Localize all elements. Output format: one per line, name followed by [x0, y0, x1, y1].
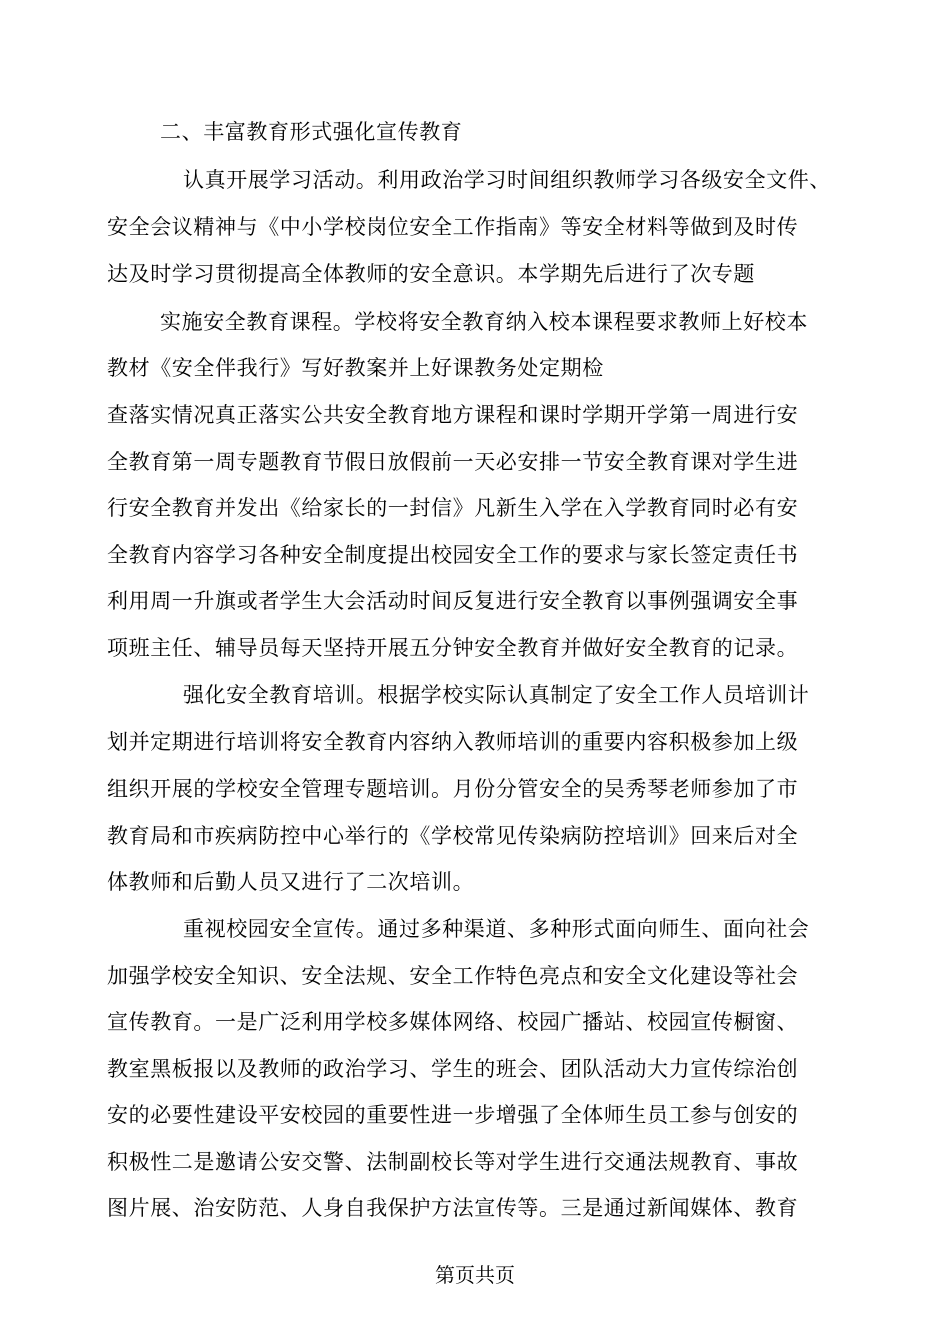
- paragraph-line: 加强学校安全知识、安全法规、安全工作特色亮点和安全文化建设等社会: [107, 964, 799, 988]
- paragraph-line: 认真开展学习活动。利用政治学习时间组织教师学习各级安全文件、: [183, 168, 831, 192]
- paragraph-line: 教材《安全伴我行》写好教案并上好课教务处定期检: [107, 356, 604, 380]
- paragraph-line: 利用周一升旗或者学生大会活动时间反复进行安全教育以事例强调安全事: [107, 589, 799, 613]
- paragraph-line: 达及时学习贯彻提高全体教师的安全意识。本学期先后进行了次专题: [107, 262, 755, 286]
- paragraph-line: 行安全教育并发出《给家长的一封信》凡新生入学在入学教育同时必有安: [107, 496, 799, 520]
- paragraph-line: 全教育内容学习各种安全制度提出校园安全工作的要求与家长签定责任书: [107, 543, 799, 567]
- paragraph-line: 积极性二是邀请公安交警、法制副校长等对学生进行交通法规教育、事故: [107, 1150, 799, 1174]
- paragraph-line: 全教育第一周专题教育节假日放假前一天必安排一节安全教育课对学生进: [107, 450, 799, 474]
- paragraph-line: 宣传教育。一是广泛利用学校多媒体网络、校园广播站、校园宣传橱窗、: [107, 1010, 799, 1034]
- paragraph-line: 教室黑板报以及教师的政治学习、学生的班会、团队活动大力宣传综治创: [107, 1057, 799, 1081]
- page-footer: 第页共页: [435, 1263, 515, 1287]
- paragraph-line: 查落实情况真正落实公共安全教育地方课程和课时学期开学第一周进行安: [107, 403, 799, 427]
- paragraph-line: 项班主任、辅导员每天坚持开展五分钟安全教育并做好安全教育的记录。: [107, 636, 799, 660]
- paragraph-line: 安的必要性建设平安校园的重要性进一步增强了全体师生员工参与创安的: [107, 1103, 799, 1127]
- paragraph-line: 组织开展的学校安全管理专题培训。月份分管安全的吴秀琴老师参加了市: [107, 777, 799, 801]
- section-heading: 二、丰富教育形式强化宣传教育: [160, 120, 463, 144]
- paragraph-line: 安全会议精神与《中小学校岗位安全工作指南》等安全材料等做到及时传: [107, 215, 799, 239]
- paragraph-line: 划并定期进行培训将安全教育内容纳入教师培训的重要内容积极参加上级: [107, 730, 799, 754]
- paragraph-line: 实施安全教育课程。学校将安全教育纳入校本课程要求教师上好校本: [160, 310, 808, 334]
- paragraph-line: 强化安全教育培训。根据学校实际认真制定了安全工作人员培训计: [183, 683, 810, 707]
- paragraph-line: 图片展、治安防范、人身自我保护方法宣传等。三是通过新闻媒体、教育: [107, 1196, 799, 1220]
- paragraph-line: 体教师和后勤人员又进行了二次培训。: [107, 870, 475, 894]
- paragraph-line: 教育局和市疾病防控中心举行的《学校常见传染病防控培训》回来后对全: [107, 824, 799, 848]
- paragraph-line: 重视校园安全宣传。通过多种渠道、多种形式面向师生、面向社会: [183, 917, 810, 941]
